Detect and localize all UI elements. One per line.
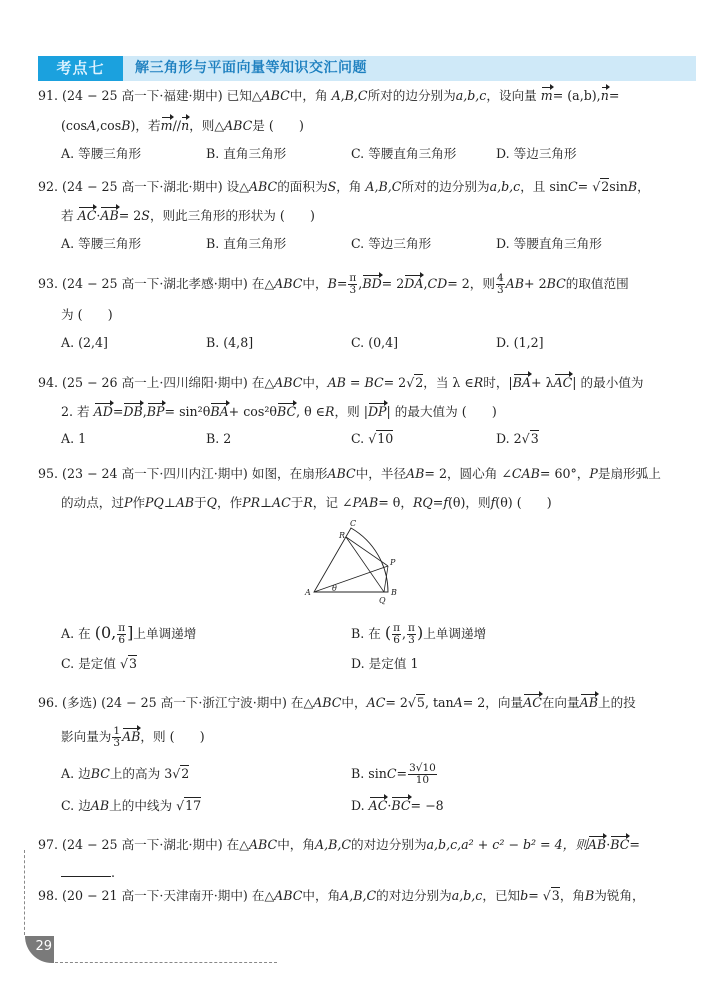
text: (θ)，则 bbox=[448, 495, 491, 510]
text: C. 是定值 √ bbox=[61, 656, 129, 671]
text: = sin²θ bbox=[164, 404, 211, 419]
text: · bbox=[606, 837, 611, 852]
text: (0, bbox=[94, 623, 117, 642]
option-d[interactable]: D. 等腰直角三角形 bbox=[496, 236, 602, 251]
sqrt-radicand: 3 bbox=[551, 888, 560, 903]
fraction bbox=[496, 273, 505, 296]
math: A,B,C bbox=[340, 888, 377, 903]
question-95-line1 bbox=[38, 465, 661, 483]
text: 中，角 bbox=[277, 837, 315, 852]
question-97-line2 bbox=[61, 864, 115, 882]
page-number: 29 bbox=[25, 936, 54, 963]
text: ，且 sin bbox=[520, 179, 568, 194]
math: AB bbox=[90, 798, 110, 813]
math: a,b,c bbox=[489, 179, 521, 194]
question-98-line1 bbox=[38, 887, 645, 905]
vector-ab: AB bbox=[100, 208, 119, 223]
text: 时，| bbox=[483, 375, 513, 390]
math: RQ bbox=[412, 495, 433, 510]
text: 的动点，过 bbox=[61, 495, 124, 510]
math: S bbox=[327, 179, 337, 194]
question-91-line2 bbox=[61, 117, 304, 135]
text: 在△ bbox=[251, 375, 275, 390]
math: AB bbox=[505, 276, 525, 291]
text: ，角 bbox=[336, 179, 362, 194]
math: P bbox=[589, 466, 598, 481]
text: 上的投 bbox=[597, 695, 636, 710]
question-source: (24 − 25 高一下·浙江宁波·期中) bbox=[101, 695, 287, 710]
question-source: (23 − 24 高一下·四川内江·期中) bbox=[62, 466, 248, 481]
section-title: 解三角形与平面向量等知识交汇问题 bbox=[135, 60, 367, 76]
question-95-line2 bbox=[61, 494, 552, 512]
text: 是 ( ) bbox=[252, 118, 304, 133]
question-92-line2 bbox=[61, 207, 315, 225]
sqrt-radicand: 3 bbox=[129, 656, 138, 671]
math: ABC bbox=[313, 695, 342, 710]
vector-bd: BD bbox=[362, 276, 382, 291]
math: ABC bbox=[327, 466, 356, 481]
question-number: 93. bbox=[38, 276, 59, 291]
vector-ad: AD bbox=[93, 404, 113, 419]
vector-m: m bbox=[160, 118, 173, 133]
option-c[interactable]: C. (0,4] bbox=[351, 335, 399, 350]
page-border-dashed-vertical bbox=[24, 850, 25, 935]
vector-bc: BC bbox=[610, 837, 630, 852]
text: 中，半径 bbox=[355, 466, 407, 481]
fraction bbox=[392, 623, 401, 646]
question-number: 96. bbox=[38, 695, 59, 710]
math: PR bbox=[242, 495, 261, 510]
segment-ap bbox=[314, 566, 388, 592]
question-number: 97. bbox=[38, 837, 59, 852]
text: = 2 bbox=[118, 208, 142, 223]
text: D. bbox=[351, 798, 365, 813]
text: sin bbox=[609, 179, 628, 194]
vector-ac: AC bbox=[523, 695, 542, 710]
option-c[interactable] bbox=[61, 797, 201, 815]
text: 的面积为 bbox=[277, 179, 328, 194]
math: B bbox=[627, 179, 638, 194]
text: ，已知 bbox=[482, 888, 521, 903]
vector-bc: BC bbox=[391, 798, 411, 813]
text: 中， bbox=[341, 695, 367, 710]
text: , tan bbox=[424, 695, 454, 710]
option-b[interactable]: B. 直角三角形 bbox=[206, 236, 287, 251]
text: ⊥ bbox=[163, 495, 176, 510]
text: , bbox=[402, 626, 407, 641]
section-tag: 考点七 bbox=[38, 56, 123, 81]
math: AC bbox=[366, 695, 386, 710]
text: 中， bbox=[302, 276, 328, 291]
sqrt-radicand: 3 bbox=[530, 431, 539, 446]
option-a[interactable]: A. 等腰三角形 bbox=[61, 146, 142, 161]
segment-rq bbox=[346, 537, 384, 592]
vector-dp: DP bbox=[367, 404, 387, 419]
question-number: 92. bbox=[38, 179, 59, 194]
text: = bbox=[396, 766, 408, 781]
text: + λ bbox=[531, 375, 554, 390]
math: a,b,c bbox=[455, 88, 487, 103]
math: AB bbox=[406, 466, 425, 481]
text: 在向量 bbox=[541, 695, 580, 710]
sqrt-radicand: 2 bbox=[415, 375, 424, 390]
text: = (a,b), bbox=[552, 88, 601, 103]
math: AB = BC bbox=[327, 375, 384, 390]
text: 是扇形弧上 bbox=[597, 466, 661, 481]
sqrt-radicand: 2 bbox=[181, 766, 190, 781]
numerator: π bbox=[118, 622, 126, 634]
question-source: (25 − 26 高一上·四川绵阳·期中) bbox=[62, 375, 248, 390]
text: = bbox=[608, 88, 620, 103]
label-a: A bbox=[305, 588, 311, 597]
text: A. 边 bbox=[61, 766, 91, 781]
vector-ab: AB bbox=[122, 729, 141, 744]
question-source: (24 − 25 高一下·湖北·期中) bbox=[62, 837, 223, 852]
fraction bbox=[117, 623, 126, 646]
question-number: 98. bbox=[38, 888, 59, 903]
text: = bbox=[577, 179, 593, 194]
text: ) bbox=[416, 623, 424, 642]
math: ABC bbox=[261, 88, 290, 103]
math: C bbox=[386, 766, 397, 781]
sqrt-radicand: 2 bbox=[601, 179, 610, 194]
text: 的取值范围 bbox=[565, 276, 629, 291]
option-a[interactable]: A. 1 bbox=[61, 431, 87, 446]
text: = 2，向量 bbox=[462, 695, 524, 710]
text: (θ) ( ) bbox=[495, 495, 552, 510]
sqrt-radicand: 10 bbox=[377, 431, 394, 446]
vector-ac: AC bbox=[553, 375, 573, 390]
numerator: 1 bbox=[113, 725, 121, 737]
text: | 的最小值为 bbox=[572, 375, 644, 390]
text: ，则 | bbox=[334, 404, 368, 419]
vector-ac: AC bbox=[368, 798, 388, 813]
math: ABC bbox=[274, 276, 303, 291]
text: ，记 ∠ bbox=[312, 495, 353, 510]
text: 于 bbox=[194, 495, 207, 510]
text: ，则此三角形的形状为 ( ) bbox=[149, 208, 315, 223]
math: BC bbox=[546, 276, 566, 291]
text: = 2，则 bbox=[447, 276, 495, 291]
text: C. √ bbox=[351, 431, 377, 446]
text: ( bbox=[384, 623, 392, 642]
question-91-line1 bbox=[38, 87, 619, 105]
denominator: 3 bbox=[349, 284, 357, 296]
vector-ab: AB bbox=[587, 837, 607, 852]
option-b[interactable]: B. 直角三角形 bbox=[206, 146, 287, 161]
option-a[interactable]: A. (2,4] bbox=[61, 335, 108, 350]
math: B bbox=[327, 276, 337, 291]
text: ， bbox=[637, 179, 650, 194]
option-b[interactable]: B. 2 bbox=[206, 431, 232, 446]
question-source: (24 − 25 高一下·湖北·期中) bbox=[62, 179, 223, 194]
text: ，设向量 bbox=[486, 88, 537, 103]
text: B. sin bbox=[351, 766, 387, 781]
text: 中，角 bbox=[289, 88, 328, 103]
text: + 2 bbox=[524, 276, 547, 291]
vector-n: n bbox=[181, 118, 190, 133]
math: a,b,c, bbox=[426, 837, 462, 852]
multi-select-tag: (多选) bbox=[62, 695, 98, 710]
fraction bbox=[112, 726, 121, 749]
math: f bbox=[490, 495, 496, 510]
question-96-line2 bbox=[61, 726, 205, 749]
text: = √ bbox=[528, 888, 551, 903]
math: R bbox=[325, 404, 335, 419]
math: A,B,C bbox=[365, 179, 402, 194]
answer-blank[interactable] bbox=[61, 876, 111, 877]
option-b[interactable] bbox=[351, 763, 438, 786]
text: 在△ bbox=[290, 695, 314, 710]
math: Q bbox=[206, 495, 217, 510]
question-source: (24 − 25 高一下·湖北孝感·期中) bbox=[62, 276, 248, 291]
text: = 2 bbox=[381, 276, 405, 291]
math: A bbox=[87, 118, 97, 133]
option-a[interactable] bbox=[61, 765, 189, 783]
text: 影向量为 bbox=[61, 729, 112, 744]
sqrt-radicand: 17 bbox=[185, 798, 202, 813]
question-97-line1 bbox=[38, 836, 640, 854]
text: 上的高为 3√ bbox=[109, 766, 181, 781]
text: + cos²θ bbox=[228, 404, 277, 419]
math: B bbox=[585, 888, 595, 903]
text: = bbox=[432, 495, 444, 510]
text: , θ ∈ bbox=[296, 404, 326, 419]
denominator: 6 bbox=[118, 634, 126, 646]
text: . bbox=[111, 865, 116, 880]
option-b[interactable]: B. (4,8] bbox=[206, 335, 254, 350]
option-b[interactable] bbox=[351, 623, 486, 646]
math: a² + c² − b² = 4，则 bbox=[461, 837, 588, 852]
numerator: π bbox=[408, 622, 415, 634]
math: b bbox=[520, 888, 529, 903]
denominator: 3 bbox=[496, 284, 504, 296]
math: A,B,C bbox=[331, 88, 368, 103]
math: ABC bbox=[224, 118, 253, 133]
text: ，角 bbox=[559, 888, 585, 903]
vector-db: DB bbox=[123, 404, 143, 419]
option-d[interactable] bbox=[351, 797, 444, 815]
math: ABC bbox=[274, 888, 303, 903]
text: ，当 λ ∈ bbox=[423, 375, 474, 390]
denominator: 10 bbox=[415, 774, 430, 786]
math: CD bbox=[427, 276, 448, 291]
text: 上的中线为 √ bbox=[109, 798, 185, 813]
text: , bbox=[423, 276, 428, 291]
text: ] bbox=[127, 623, 134, 642]
text: , bbox=[358, 276, 363, 291]
question-93-line1 bbox=[38, 273, 629, 296]
text: 如图，在扇形 bbox=[251, 466, 328, 481]
vector-ab: AB bbox=[579, 695, 598, 710]
math: R bbox=[303, 495, 313, 510]
option-c[interactable]: C. 等腰直角三角形 bbox=[351, 146, 457, 161]
math: a,b,c bbox=[451, 888, 483, 903]
text: C. 边 bbox=[61, 798, 91, 813]
option-c[interactable] bbox=[351, 430, 393, 448]
label-b: B bbox=[391, 588, 397, 597]
text: ，则△ bbox=[189, 118, 225, 133]
numerator: 4 bbox=[496, 272, 504, 284]
fraction bbox=[407, 623, 416, 646]
text: = 2 bbox=[383, 375, 407, 390]
denominator: 3 bbox=[408, 634, 415, 646]
math: f bbox=[443, 495, 448, 510]
label-theta: θ bbox=[332, 584, 337, 593]
text: = θ， bbox=[378, 495, 413, 510]
text: 中， bbox=[302, 375, 328, 390]
text: = bbox=[112, 404, 124, 419]
vector-bc: BC bbox=[276, 404, 297, 419]
question-93-line2: 为 ( ) bbox=[61, 307, 113, 322]
text: , bbox=[142, 404, 147, 419]
question-number: 91. bbox=[38, 88, 59, 103]
option-a[interactable]: A. 等腰三角形 bbox=[61, 236, 142, 251]
text: = bbox=[629, 837, 640, 852]
text: B. 在 bbox=[351, 626, 381, 641]
label-c: C bbox=[350, 519, 357, 528]
text: 在△ bbox=[251, 888, 275, 903]
question-number: 95. bbox=[38, 466, 59, 481]
label-r: R bbox=[339, 531, 346, 540]
numerator: π bbox=[393, 622, 401, 634]
math: C bbox=[568, 179, 578, 194]
text: 所对的边分别为 bbox=[401, 179, 490, 194]
page-border-dashed-horizontal bbox=[55, 962, 277, 963]
text: 设△ bbox=[226, 179, 249, 194]
text: 已知△ bbox=[226, 88, 262, 103]
text: ,cos bbox=[96, 118, 122, 133]
option-d[interactable]: D. 是定值 1 bbox=[351, 656, 419, 671]
text: ，作 bbox=[216, 495, 243, 510]
text: 在△ bbox=[226, 837, 249, 852]
vector-ba: BA bbox=[210, 404, 229, 419]
text: 的对边分别为 bbox=[376, 888, 452, 903]
text: · bbox=[96, 208, 101, 223]
question-number: 94. bbox=[38, 375, 59, 390]
label-q: Q bbox=[379, 596, 386, 605]
numerator: π bbox=[349, 272, 357, 284]
math: AB bbox=[175, 495, 195, 510]
text: 上单调递增 bbox=[133, 626, 197, 641]
text: · bbox=[387, 798, 392, 813]
question-94-line2 bbox=[61, 403, 497, 421]
option-a[interactable] bbox=[61, 623, 196, 646]
segment-pr bbox=[346, 537, 388, 566]
denominator: 3 bbox=[113, 737, 121, 749]
text: 2. 若 bbox=[61, 404, 90, 419]
question-92-line1: 92. (24 − 25 高一下·湖北·期中) 设△ABC的面积为S，角 A,B,C所对的边分别为a,b,c，且 sinC= √2sinB， bbox=[38, 179, 650, 194]
math: BC bbox=[90, 766, 110, 781]
text: = bbox=[336, 276, 348, 291]
option-c[interactable] bbox=[61, 655, 137, 673]
math: A,B,C bbox=[314, 837, 351, 852]
question-96-line1 bbox=[38, 694, 636, 712]
math: AC bbox=[271, 495, 291, 510]
fraction bbox=[408, 763, 437, 786]
text: = −8 bbox=[410, 798, 444, 813]
math: A bbox=[453, 695, 463, 710]
text: 中，角 bbox=[302, 888, 341, 903]
sqrt-radicand: 5 bbox=[416, 695, 425, 710]
vector-da: DA bbox=[404, 276, 424, 291]
text: ，则 ( ) bbox=[140, 729, 205, 744]
math: R bbox=[473, 375, 484, 390]
text: 于 bbox=[290, 495, 304, 510]
question-source: (20 − 21 高一下·天津南开·期中) bbox=[62, 888, 248, 903]
vector-m: m bbox=[540, 88, 553, 103]
vector-n: n bbox=[600, 88, 609, 103]
math: PAB bbox=[352, 495, 379, 510]
text: 作 bbox=[132, 495, 146, 510]
question-94-line1: 94. (25 − 26 高一上·四川绵阳·期中) 在△ABC中，AB = BC= 2√2，当 λ ∈R时，|BA+ λAC| 的最小值为 bbox=[38, 375, 644, 390]
fraction bbox=[348, 273, 357, 296]
text: 若 bbox=[61, 208, 74, 223]
text: 所对的边分别为 bbox=[367, 88, 456, 103]
text: )，若 bbox=[130, 118, 161, 133]
math: ABC bbox=[248, 837, 278, 852]
text: (cos bbox=[61, 118, 88, 133]
text: 上单调递增 bbox=[423, 626, 487, 641]
numerator: 3√10 bbox=[409, 762, 436, 774]
math: B bbox=[121, 118, 131, 133]
math: ABC bbox=[274, 375, 303, 390]
math: ABC bbox=[248, 179, 278, 194]
vector-ac: AC bbox=[77, 208, 97, 223]
text: = 2，圆心角 ∠ bbox=[424, 466, 512, 481]
question-source: (24 − 25 高一下·福建·期中) bbox=[62, 88, 223, 103]
section-header bbox=[38, 56, 696, 81]
math: P bbox=[123, 495, 133, 510]
text: 为锐角， bbox=[594, 888, 645, 903]
math: S bbox=[141, 208, 150, 223]
text: D. 2√ bbox=[496, 431, 530, 446]
option-c[interactable]: C. 等边三角形 bbox=[351, 236, 432, 251]
option-d[interactable]: D. (1,2] bbox=[496, 335, 544, 350]
denominator: 6 bbox=[393, 634, 400, 646]
option-d[interactable] bbox=[496, 430, 539, 448]
math: PQ bbox=[145, 495, 164, 510]
option-d[interactable]: D. 等边三角形 bbox=[496, 146, 577, 161]
math: CAB bbox=[511, 466, 540, 481]
text: = 2√ bbox=[385, 695, 416, 710]
text: 的对边分别为 bbox=[350, 837, 427, 852]
label-p: P bbox=[390, 558, 396, 567]
text: | 的最大值为 ( ) bbox=[386, 404, 497, 419]
text: 在△ bbox=[251, 276, 275, 291]
text: ⊥ bbox=[260, 495, 272, 510]
text: = 60°， bbox=[539, 466, 590, 481]
text: A. 在 bbox=[61, 626, 91, 641]
vector-ba: BA bbox=[512, 375, 532, 390]
vector-bp: BP bbox=[146, 404, 165, 419]
text: // bbox=[172, 118, 182, 133]
sector-figure bbox=[290, 515, 420, 605]
